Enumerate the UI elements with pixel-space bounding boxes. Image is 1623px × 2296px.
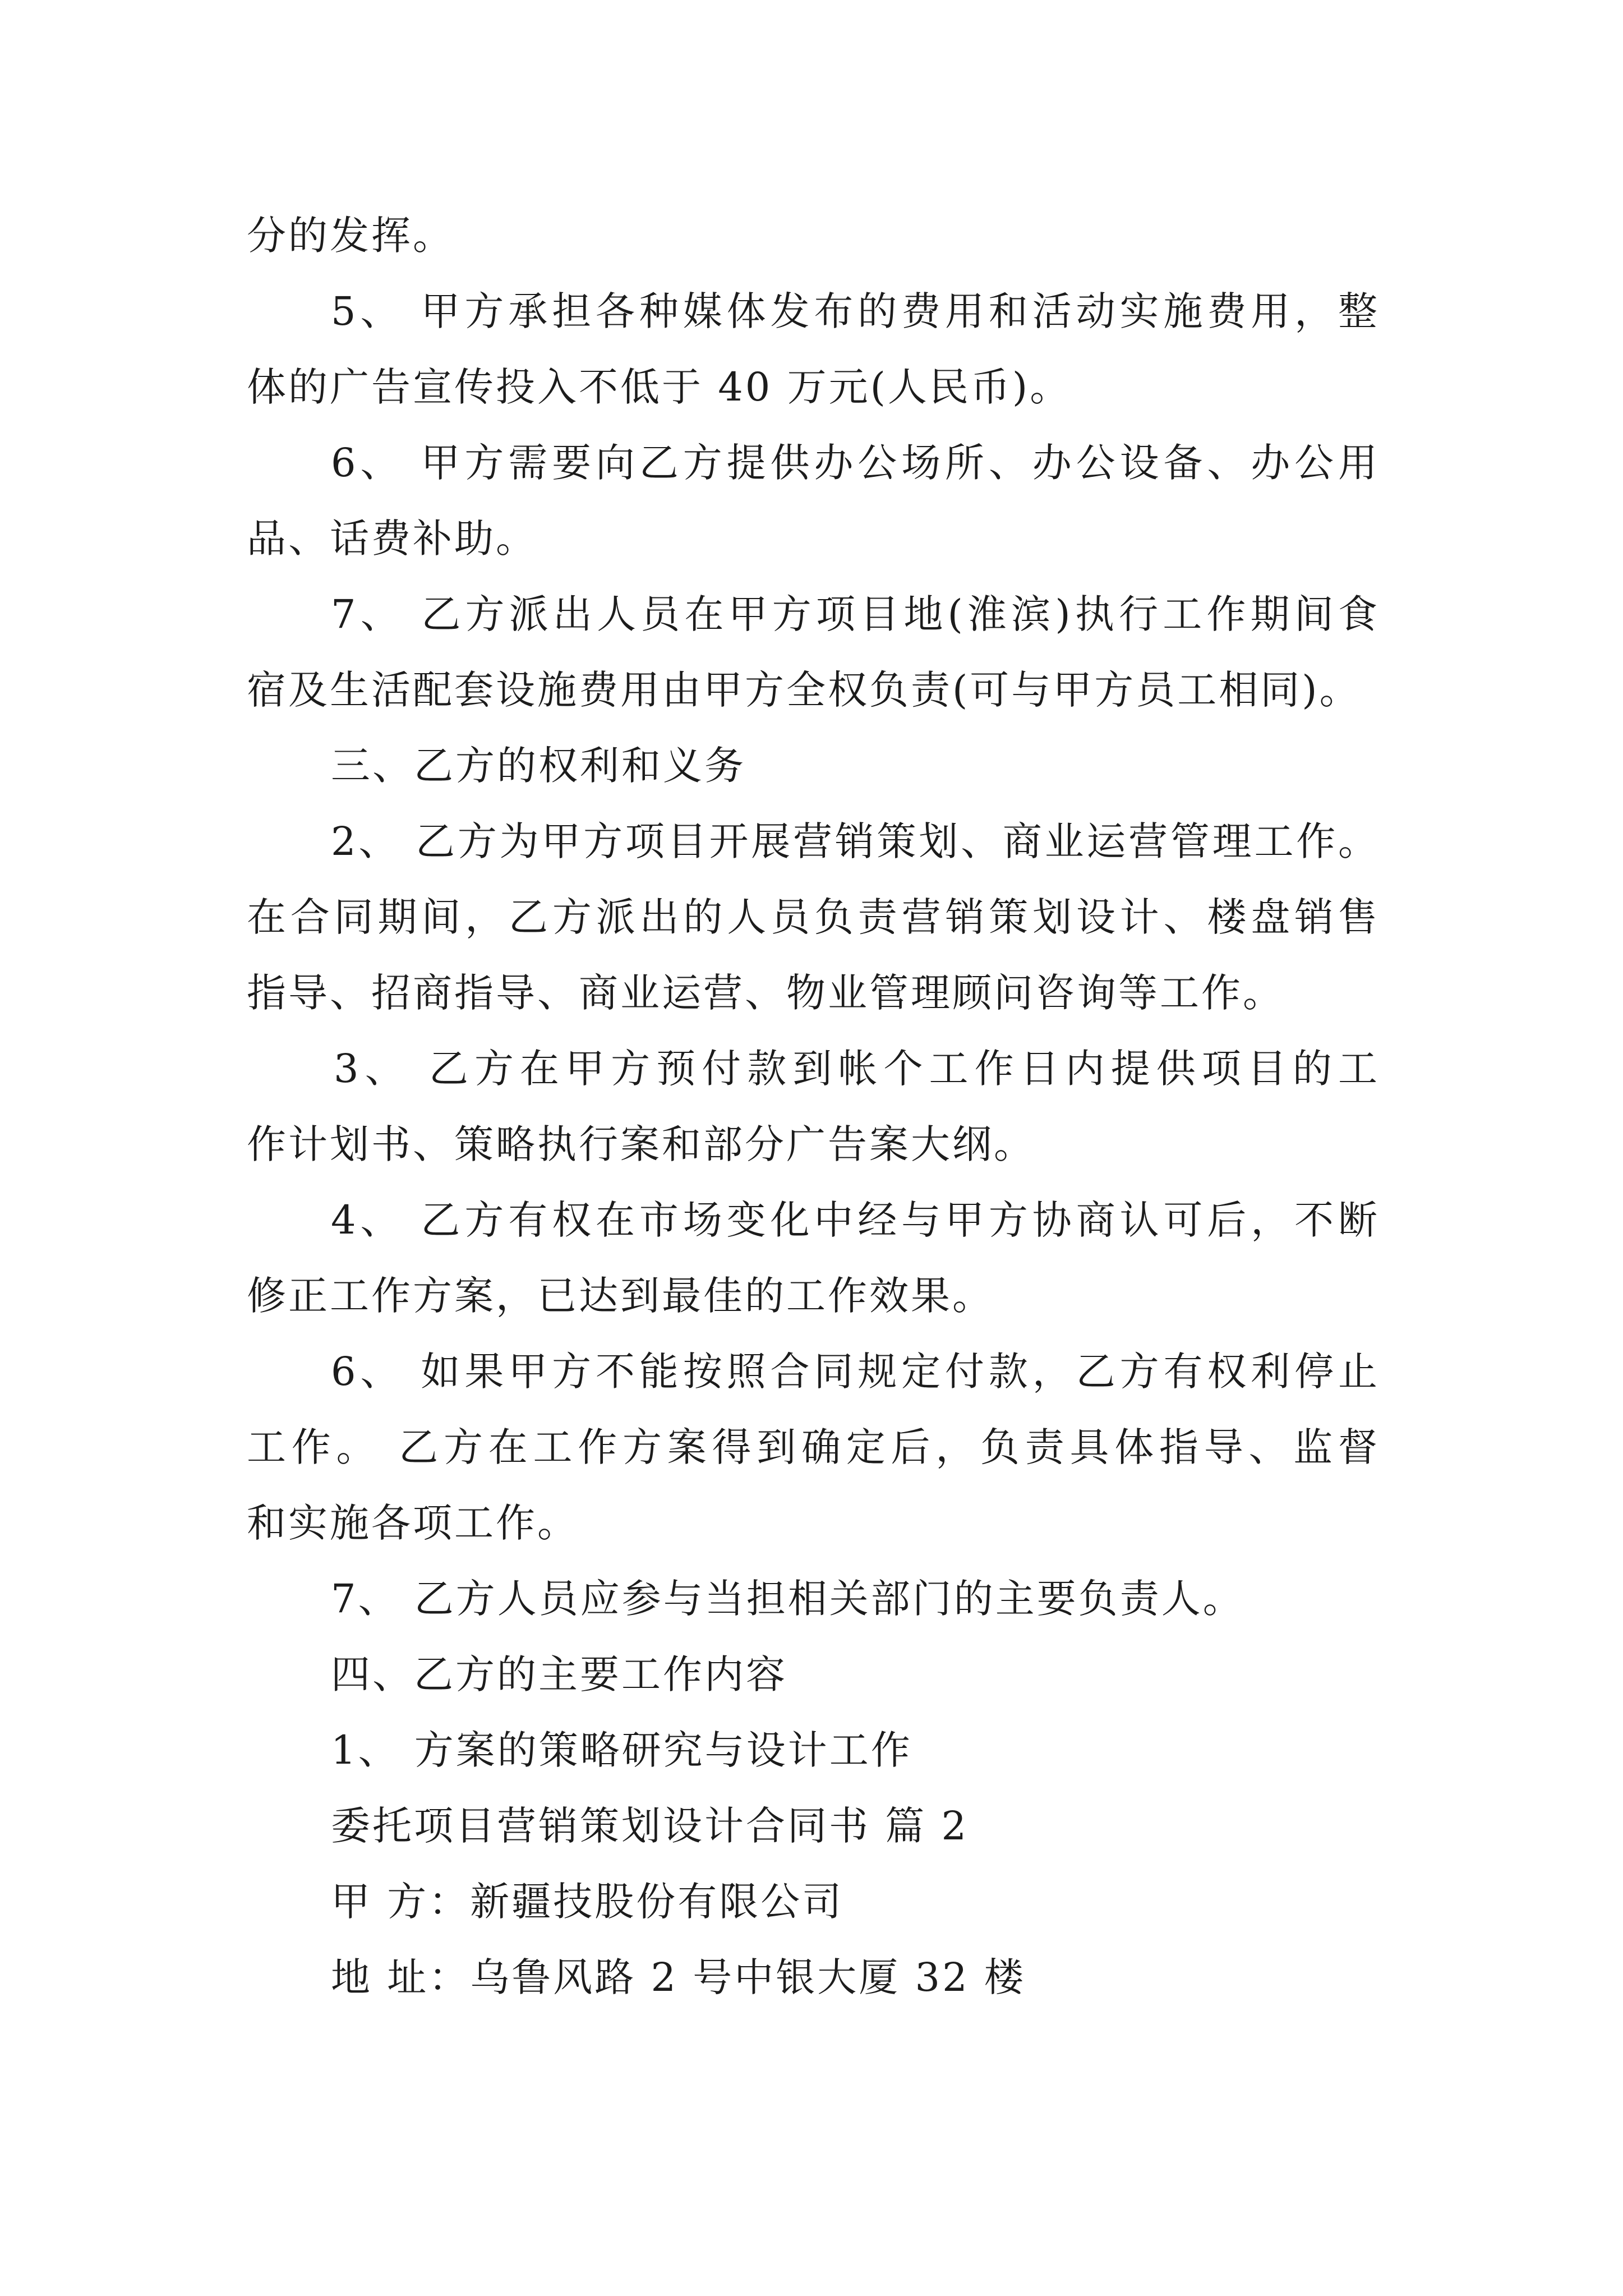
text-line-item-7-cont: 宿及生活配套设施费用由甲方全权负责(可与甲方员工相同)。 [247, 667, 1361, 713]
text-line-right-6-cont-2: 和实施各项工作。 [247, 1500, 579, 1546]
contract-title-part-2: 委托项目营销策划设计合同书 篇 2 [331, 1803, 969, 1849]
text-line-item-6-cont: 品、话费补助。 [247, 516, 537, 562]
text-line-item-7: 7、 乙方派出人员在甲方项目地(淮滨)执行工作期间食 [331, 591, 1380, 637]
text-line-item-6: 6、 甲方需要向乙方提供办公场所、办公设备、办公用 [331, 440, 1380, 486]
text-line-item-5-cont: 体的广告宣传投入不低于 40 万元(人民币)。 [247, 364, 1072, 410]
party-a-address: 地 址：乌鲁风路 2 号中银大厦 32 楼 [331, 1954, 1026, 2000]
text-line-work-1: 1、 方案的策略研究与设计工作 [331, 1727, 912, 1773]
text-line-right-4-cont: 修正工作方案，已达到最佳的工作效果。 [247, 1273, 994, 1319]
party-a-name: 甲 方：新疆技股份有限公司 [331, 1879, 844, 1925]
text-line-right-3: 3、 乙方在甲方预付款到帐个工作日内提供项目的工 [334, 1046, 1380, 1092]
text-line-right-6-cont-1: 工作。 乙方在工作方案得到确定后，负责具体指导、监督 [247, 1424, 1380, 1470]
text-line-right-4: 4、 乙方有权在市场变化中经与甲方协商认可后，不断 [331, 1197, 1380, 1243]
section-heading-3: 三、乙方的权利和义务 [331, 743, 746, 789]
section-heading-4: 四、乙方的主要工作内容 [331, 1651, 787, 1697]
text-line-right-2: 2、 乙方为甲方项目开展营销策划、商业运营管理工作。 [331, 818, 1380, 864]
text-line-right-3-cont: 作计划书、策略执行案和部分广告案大纲。 [247, 1121, 1035, 1167]
text-line-right-6: 6、 如果甲方不能按照合同规定付款，乙方有权利停止 [331, 1349, 1380, 1395]
text-line-right-2-cont-1: 在合同期间，乙方派出的人员负责营销策划设计、楼盘销售 [247, 894, 1380, 940]
text-line-right-2-cont-2: 指导、招商指导、商业运营、物业管理顾问咨询等工作。 [247, 970, 1284, 1016]
text-line-item-5: 5、 甲方承担各种媒体发布的费用和活动实施费用，整 [331, 288, 1380, 334]
text-line-right-7: 7、 乙方人员应参与当担相关部门的主要负责人。 [331, 1576, 1244, 1622]
text-line-continuation: 分的发挥。 [247, 213, 454, 259]
